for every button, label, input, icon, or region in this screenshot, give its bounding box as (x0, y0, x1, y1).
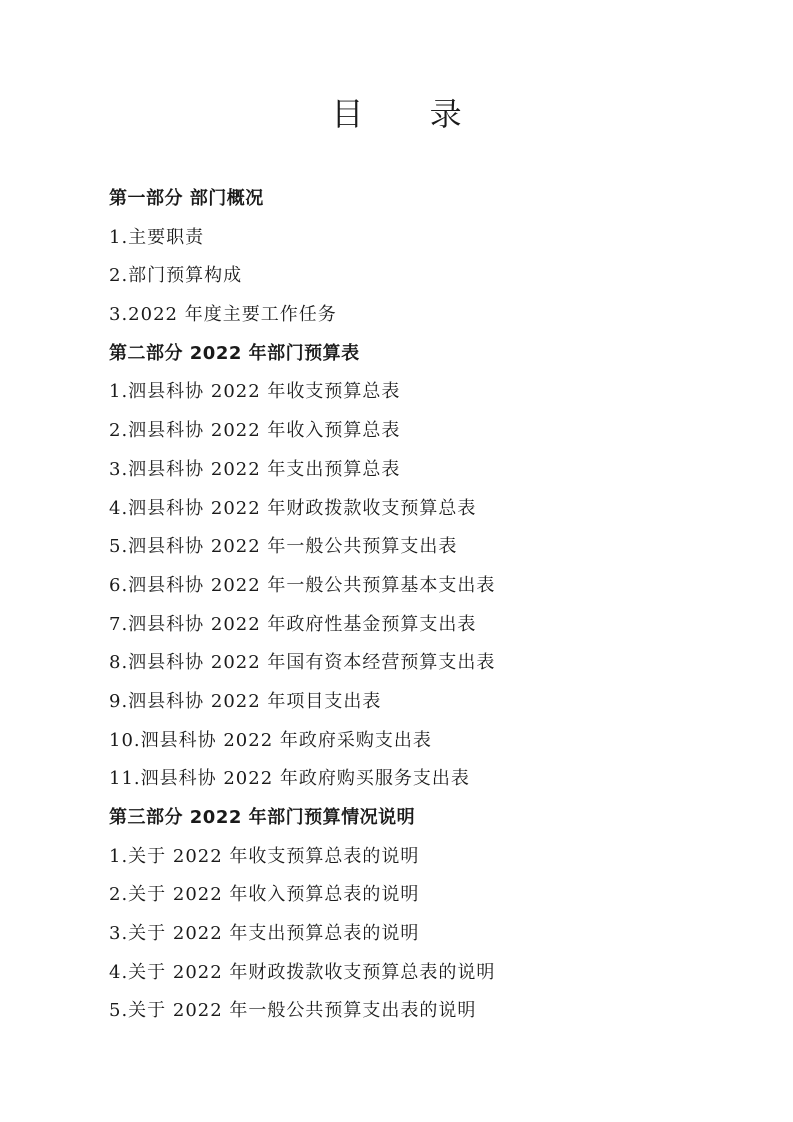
toc-part-heading: 第一部分 部门概况 (109, 188, 264, 209)
toc-entry: 5.关于 2022 年一般公共预算支出表的说明 (109, 1000, 477, 1022)
toc-entry: 3.泗县科协 2022 年支出预算总表 (109, 458, 401, 480)
toc-entry: 8.泗县科协 2022 年国有资本经营预算支出表 (109, 652, 496, 674)
toc-entry: 9.泗县科协 2022 年项目支出表 (109, 690, 382, 712)
toc-entry: 1.关于 2022 年收支预算总表的说明 (109, 845, 420, 867)
toc-entry: 7.泗县科协 2022 年政府性基金预算支出表 (109, 613, 477, 635)
toc-part-heading: 第三部分 2022 年部门预算情况说明 (109, 807, 416, 828)
toc-entry: 6.泗县科协 2022 年一般公共预算基本支出表 (109, 574, 496, 596)
toc-entry: 1.主要职责 (109, 226, 205, 248)
page-title: 目 录 (331, 95, 490, 133)
toc-entry: 2.部门预算构成 (109, 265, 243, 287)
table-of-contents (109, 180, 709, 1031)
toc-entry: 5.泗县科协 2022 年一般公共预算支出表 (109, 536, 458, 558)
toc-entry: 4.泗县科协 2022 年财政拨款收支预算总表 (109, 497, 477, 519)
toc-entry: 11.泗县科协 2022 年政府购买服务支出表 (109, 768, 470, 790)
toc-entry: 3.2022 年度主要工作任务 (109, 304, 337, 326)
toc-part-heading: 第二部分 2022 年部门预算表 (109, 342, 360, 364)
toc-entry: 4.关于 2022 年财政拨款收支预算总表的说明 (109, 961, 496, 983)
toc-entry: 10.泗县科协 2022 年政府采购支出表 (109, 729, 432, 751)
toc-entry: 1.泗县科协 2022 年收支预算总表 (109, 381, 401, 403)
toc-entry: 2.关于 2022 年收入预算总表的说明 (109, 884, 420, 906)
toc-entry: 3.关于 2022 年支出预算总表的说明 (109, 923, 420, 945)
toc-entry: 2.泗县科协 2022 年收入预算总表 (109, 420, 401, 442)
